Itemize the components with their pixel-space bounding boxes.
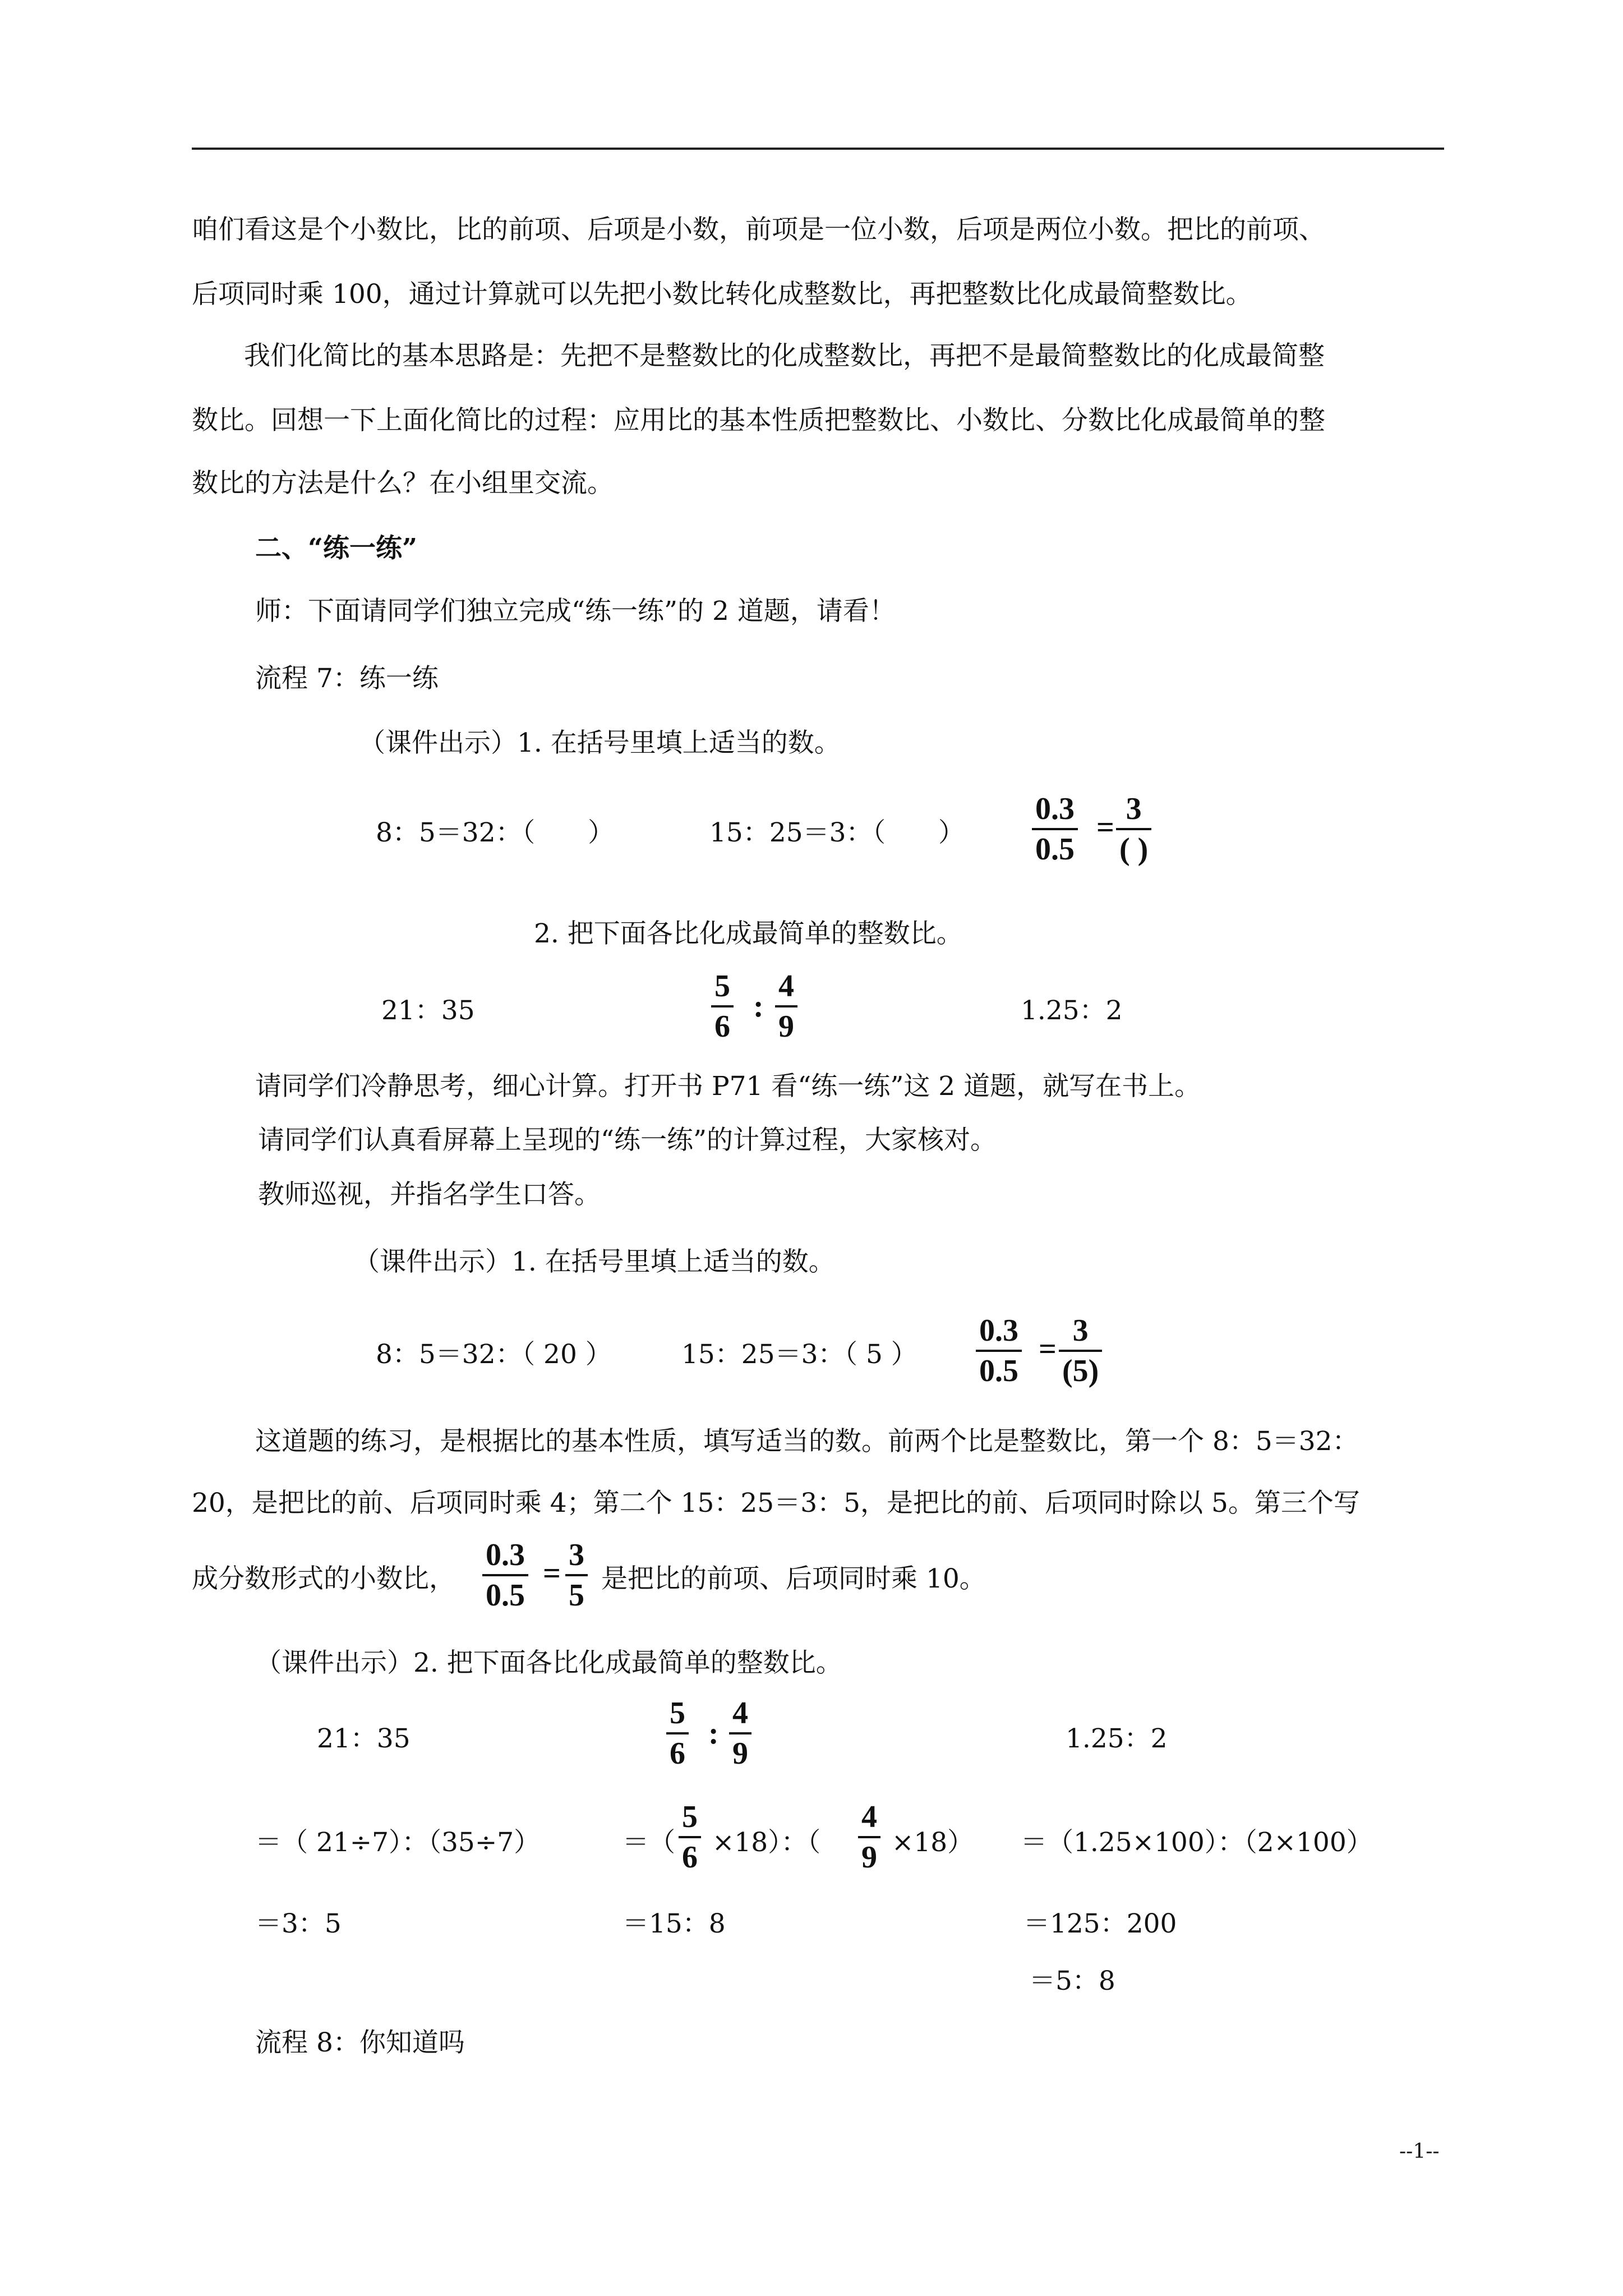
explanation-line2: 20，是把比的前、后项同时乘 4；第二个 15：25＝3：5，是把比的前、后项同时除以 5。第三个写: [192, 1488, 1360, 1519]
fraction-bar: [729, 1732, 751, 1734]
ans1-fraction-right: [1059, 1313, 1102, 1389]
ans2-colon: :: [708, 1716, 719, 1751]
ans2-c-title: 1.25：2: [1066, 1723, 1168, 1754]
explanation-fraction-right: [565, 1537, 588, 1613]
instruction-line3: 教师巡视，并指名学生口答。: [258, 1179, 601, 1210]
header-rule: [192, 148, 1444, 150]
ans2-c-step1: ＝（1.25×100）：（2×100）: [1021, 1827, 1373, 1858]
fraction-bar: [1032, 828, 1078, 830]
cw-q1-fraction-right: [1116, 791, 1151, 867]
fraction-numerator: 3: [569, 1538, 584, 1572]
fraction-numerator: 5: [714, 969, 730, 1004]
ans2-a-title: 21：35: [317, 1723, 411, 1754]
ans2-label: （课件出示）2. 把下面各比化成最简单的整数比。: [255, 1648, 842, 1678]
paragraph1-line1: 咱们看这是个小数比，比的前项、后项是小数，前项是一位小数，后项是两位小数。把比的前项、: [192, 214, 1325, 245]
fraction-numerator: 3: [1072, 1313, 1089, 1348]
cw-q2-label: 2. 把下面各比化成最简单的整数比。: [534, 918, 963, 949]
ans2-c-step3: ＝5：8: [1029, 1966, 1115, 1996]
page-number: --1--: [1399, 2140, 1440, 2163]
fraction-numerator: 5: [682, 1800, 698, 1834]
cw-q1-a: 8：5＝32：（ ）: [376, 817, 615, 848]
paragraph2-line3: 数比的方法是什么？在小组里交流。: [192, 468, 614, 499]
cw-q2-a: 21：35: [381, 995, 475, 1026]
paragraph2-line1: 我们化简比的基本思路是：先把不是整数比的化成整数比，再把不是最简整数比的化成最简整: [244, 341, 1325, 371]
fraction-numerator: 0.3: [979, 1313, 1018, 1348]
ans2-b-step2: ＝15：8: [623, 1908, 726, 1939]
fraction-denominator: 9: [732, 1736, 748, 1771]
instruction-line2: 请同学们认真看屏幕上呈现的“练一练”的计算过程，大家核对。: [258, 1125, 997, 1156]
ans1-equals: =: [1039, 1332, 1057, 1366]
ans2-a-step1: ＝（ 21÷7）：（35÷7）: [255, 1827, 541, 1858]
fraction-denominator: 9: [778, 1009, 794, 1044]
fraction-bar: [711, 1005, 734, 1007]
fraction-bar: [1116, 828, 1151, 830]
paragraph2-line2: 数比。回想一下上面化简比的过程：应用比的基本性质把整数比、小数比、分数比化成最简单的整: [192, 405, 1325, 436]
explanation-fraction-left: [482, 1537, 528, 1613]
ans2-a-step2: ＝3：5: [255, 1908, 342, 1939]
fraction-bar: [976, 1350, 1022, 1352]
fraction-bar: [858, 1836, 880, 1838]
ans1-label: （课件出示）1. 在括号里填上适当的数。: [353, 1246, 835, 1277]
fraction-numerator: 4: [732, 1696, 748, 1731]
ans1-fraction-left: [976, 1313, 1022, 1389]
section-heading: 二、“练一练”: [255, 533, 418, 564]
cw-q2-fraction-1: [711, 968, 734, 1045]
fraction-numerator: 0.3: [486, 1538, 525, 1572]
ans2-fraction-2: [729, 1695, 751, 1772]
ans2-c-step2: ＝125：200: [1023, 1908, 1177, 1939]
cw-q2-colon: :: [753, 989, 764, 1024]
cw-q1-fraction-left: [1032, 791, 1078, 867]
fraction-bar: [482, 1574, 528, 1576]
ans2-b-step1-fraction-2: [858, 1799, 880, 1875]
ans2-fraction-1: [666, 1695, 689, 1772]
fraction-denominator: 6: [682, 1840, 698, 1875]
fraction-denominator: 0.5: [1035, 832, 1075, 867]
explanation-line1: 这道题的练习，是根据比的基本性质，填写适当的数。前两个比是整数比，第一个 8：5＝32：: [255, 1426, 1359, 1457]
fraction-bar: [565, 1574, 588, 1576]
fraction-denominator: 9: [861, 1840, 877, 1875]
instruction-line1: 请同学们冷静思考，细心计算。打开书 P71 看“练一练”这 2 道题，就写在书上。: [255, 1071, 1201, 1102]
ans1-b: 15：25＝3：（ 5 ）: [681, 1339, 917, 1370]
fraction-denominator: 5: [569, 1578, 584, 1613]
fraction-bar: [775, 1005, 797, 1007]
explanation-line3-suffix: 是把比的前项、后项同时乘 10。: [601, 1563, 986, 1594]
cw-q2-fraction-2: [775, 968, 797, 1045]
ans2-b-step1-open: ＝（: [623, 1827, 675, 1858]
fraction-numerator: 3: [1126, 792, 1142, 826]
fraction-denominator: 0.5: [979, 1354, 1018, 1388]
fraction-bar: [1059, 1350, 1102, 1352]
fraction-denominator: 6: [670, 1736, 685, 1771]
cw-q1-b: 15：25＝3：（ ）: [709, 817, 965, 848]
ans2-b-step1-fraction-1: [679, 1799, 701, 1875]
flow7-title: 流程 7：练一练: [255, 663, 439, 694]
cw-q1-equals: =: [1096, 810, 1114, 845]
explanation-line3-prefix: 成分数形式的小数比，: [192, 1563, 455, 1594]
cw-q2-c: 1.25：2: [1021, 995, 1123, 1026]
fraction-denominator: 0.5: [486, 1578, 525, 1613]
fraction-denominator: 6: [714, 1009, 730, 1044]
flow8-title: 流程 8：你知道吗: [255, 2027, 465, 2058]
fraction-numerator: 0.3: [1035, 792, 1075, 826]
fraction-numerator: 4: [861, 1800, 877, 1834]
ans2-b-step1-close: ×18）: [892, 1827, 974, 1858]
ans1-a: 8：5＝32：（ 20 ）: [376, 1339, 612, 1370]
teacher-line: 师：下面请同学们独立完成“练一练”的 2 道题，请看！: [255, 596, 896, 627]
explanation-equals: =: [543, 1556, 561, 1591]
ans2-b-step1-mid: ×18）：（: [712, 1827, 821, 1858]
cw-q1-label: （课件出示）1. 在括号里填上适当的数。: [359, 728, 841, 758]
fraction-denominator: (5): [1062, 1354, 1099, 1388]
paragraph1-line2: 后项同时乘 100，通过计算就可以先把小数比转化成整数比，再把整数比化成最简整数比。: [192, 279, 1252, 310]
fraction-numerator: 4: [778, 969, 794, 1004]
fraction-numerator: 5: [670, 1696, 685, 1731]
fraction-bar: [666, 1732, 689, 1734]
fraction-denominator: ( ): [1119, 832, 1149, 867]
fraction-bar: [679, 1836, 701, 1838]
